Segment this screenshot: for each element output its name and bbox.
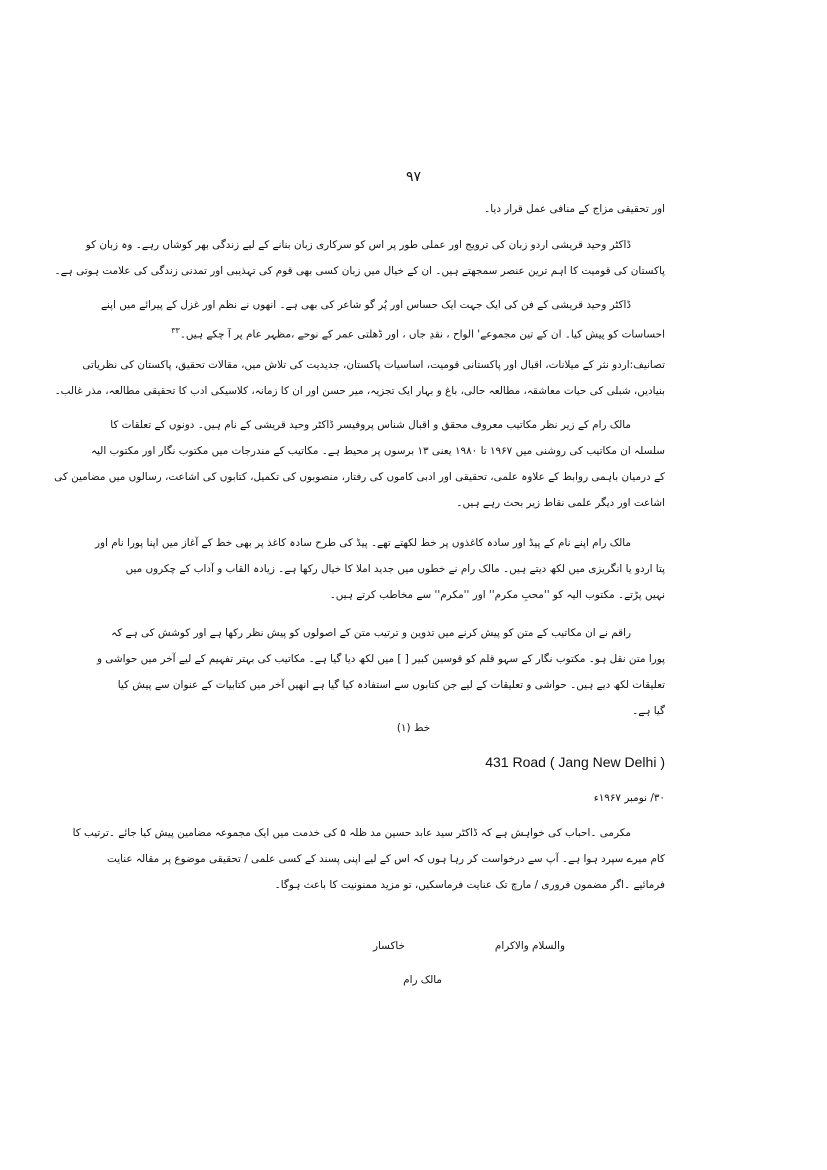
text-line <box>155 318 665 347</box>
text-line: نہیں پڑتے۔ مکتوب الیہ کو ''محبِ مکرم'' اور ''مکرم'' سے مخاطب کرتے ہیں۔ <box>329 589 665 601</box>
text-line: کے درمیان باہمی روابط کے علاوہ علمی، تحقیقی اور ادبی کاموں کی رفتار، منصوبوں کی تکمیل، کتابوں کی اشاعت، رسالوں میں مضامین کی <box>54 471 665 483</box>
letter-date: ۳۰/ نومبر ۱۹۶۷ء <box>593 792 665 804</box>
text-line: تعلیقات لکھ دیے ہیں۔ حواشی و تعلیقات کے لیے جن کتابوں سے استفادہ کیا گیا ہے انھیں آخر میں کتابیات کے عنوان سے پیش کیا <box>117 679 665 691</box>
footnote-marker: ۳۳ <box>171 326 180 335</box>
paragraph <box>155 196 665 222</box>
letter-closing: والسلام والاکرام <box>494 940 565 952</box>
paragraph <box>54 412 665 516</box>
text-line: پورا متن نقل ہو۔ مکتوب نگار کے سہو قلم کو قوسین کبیر [ ] میں لکھ دیا گیا ہے۔ مکاتیب کی بہتر تفہیم کے لیے آخر میں حواشی و <box>96 653 665 665</box>
paragraph <box>100 292 665 347</box>
text-line: اشاعت اور دیگر علمی نقاط زیر بحث رہے ہیں۔ <box>456 497 665 509</box>
text-line: تصانیف:اردو نثر کے میلانات، اقبال اور پاکستانی قومیت، اساسیات پاکستان، جدیدیت کی تلاش میں، مقالات تحقیق، پاکستان کی نظریاتی <box>82 359 665 371</box>
text-line: سلسلہ ان مکاتیب کی روشنی میں ۱۹۶۷ تا ۱۹۸۰ یعنی ۱۳ برسوں پر محیط ہے۔ مکاتیب کے مندرجات میں مکتوب نگار اور مکتوب الیہ <box>90 445 665 457</box>
text-line: مالک رام اپنے نام کے پیڈ اور سادہ کاغذوں پر خط لکھتے تھے۔ پیڈ کی طرح سادہ کاغذ پر بھی خط کے آغاز میں اپنا پورا نام اور <box>94 537 631 549</box>
letter-signature: مالک رام <box>403 974 442 986</box>
text-line: راقم نے ان مکاتیب کے متن کو پیش کرنے میں تدوین و ترتیب متن کے اصولوں کو پیش نظر رکھا ہے اور کوشش کی ہے کہ <box>111 627 631 639</box>
paragraph <box>54 232 665 284</box>
text-line: ڈاکٹر وحید قریشی اردو زبان کی ترویج اور عملی طور پر اس کو سرکاری زبان بنانے کے لیے زندگی بھر کوشاں رہے۔ وہ زبان کو <box>85 239 631 251</box>
text-line: بنیادیں، شبلی کی حیات معاشقہ، مطالعہ حالی، باغ و بہار ایک تجزیہ، میر حسن اور ان کا زمانہ، کلاسیکی ادب کا تحقیقی مطالعہ، مذر غالب۔ <box>54 385 665 397</box>
letter-heading: خط (۱) <box>396 722 431 734</box>
text-line-content: احساسات کو پیش کیا۔ ان کے تین مجموعے' الواح ، نقدِ جاں ، اور ڈھلتی عمر کے نوحے ،مظہر عام پر آ چکے ہیں۔ <box>179 328 665 341</box>
text-line: پتا اردو یا انگریزی میں لکھ دیتے ہیں۔ مالک رام نے خطوں میں جدید املا کا خیال رکھا ہے۔ زیادہ القاب و آداب کے چکروں میں <box>125 563 665 575</box>
text-line: فرمائیے ۔اگر مضمون فروری / مارچ تک عنایت فرماسکیں، تو مزید ممنونیت کا باعث ہوگا۔ <box>274 879 665 891</box>
letter-humble: خاکسار <box>373 940 405 952</box>
page-number: ۹۷ <box>405 169 422 185</box>
text-line: ڈاکٹر وحید قریشی کے فن کی ایک جہت ایک حساس اور پُر گو شاعر کی بھی ہے۔ انھوں نے نظم اور غزل کے پیرائے میں اپنے <box>100 299 631 311</box>
text-line: گیا ہے۔ <box>632 705 665 717</box>
letter-address: 431 Road ( Jang New Delhi ) <box>485 754 665 770</box>
letter-closing-row <box>0 936 827 956</box>
text-line: مالک رام کے زیر نظر مکاتیب معروف محقق و اقبال شناس پروفیسر ڈاکٹر وحید قریشی کے نام ہیں۔ دونوں کے تعلقات کا <box>110 419 631 431</box>
paragraph <box>96 620 665 724</box>
letter-body <box>72 820 665 898</box>
text-line: پاکستان کی قومیت کا اہم ترین عنصر سمجھتے ہیں۔ ان کے خیال میں زبان کسی بھی قوم کی تہذیبی اور تمدنی زندگی کی علامت ہوتی ہے۔ <box>54 265 665 277</box>
text-line: اور تحقیقی مزاج کے منافی عمل قرار دیا۔ <box>484 203 665 215</box>
paragraph <box>94 530 665 608</box>
paragraph <box>54 352 665 404</box>
text-line: کام میرے سپرد ہوا ہے۔ آپ سے درخواست کر رہا ہوں کہ اس کے لیے اپنی پسند کے کسی علمی / تحقیقی موضوع پر مقالہ عنایت <box>107 853 665 865</box>
text-line: مکرمی ۔احباب کی خواہش ہے کہ ڈاکٹر سید عابد حسین مد ظلہ ۵ کی خدمت میں ایک مجموعہ مضامین پیش کیا جائے ۔ترتیب کا <box>72 827 631 839</box>
